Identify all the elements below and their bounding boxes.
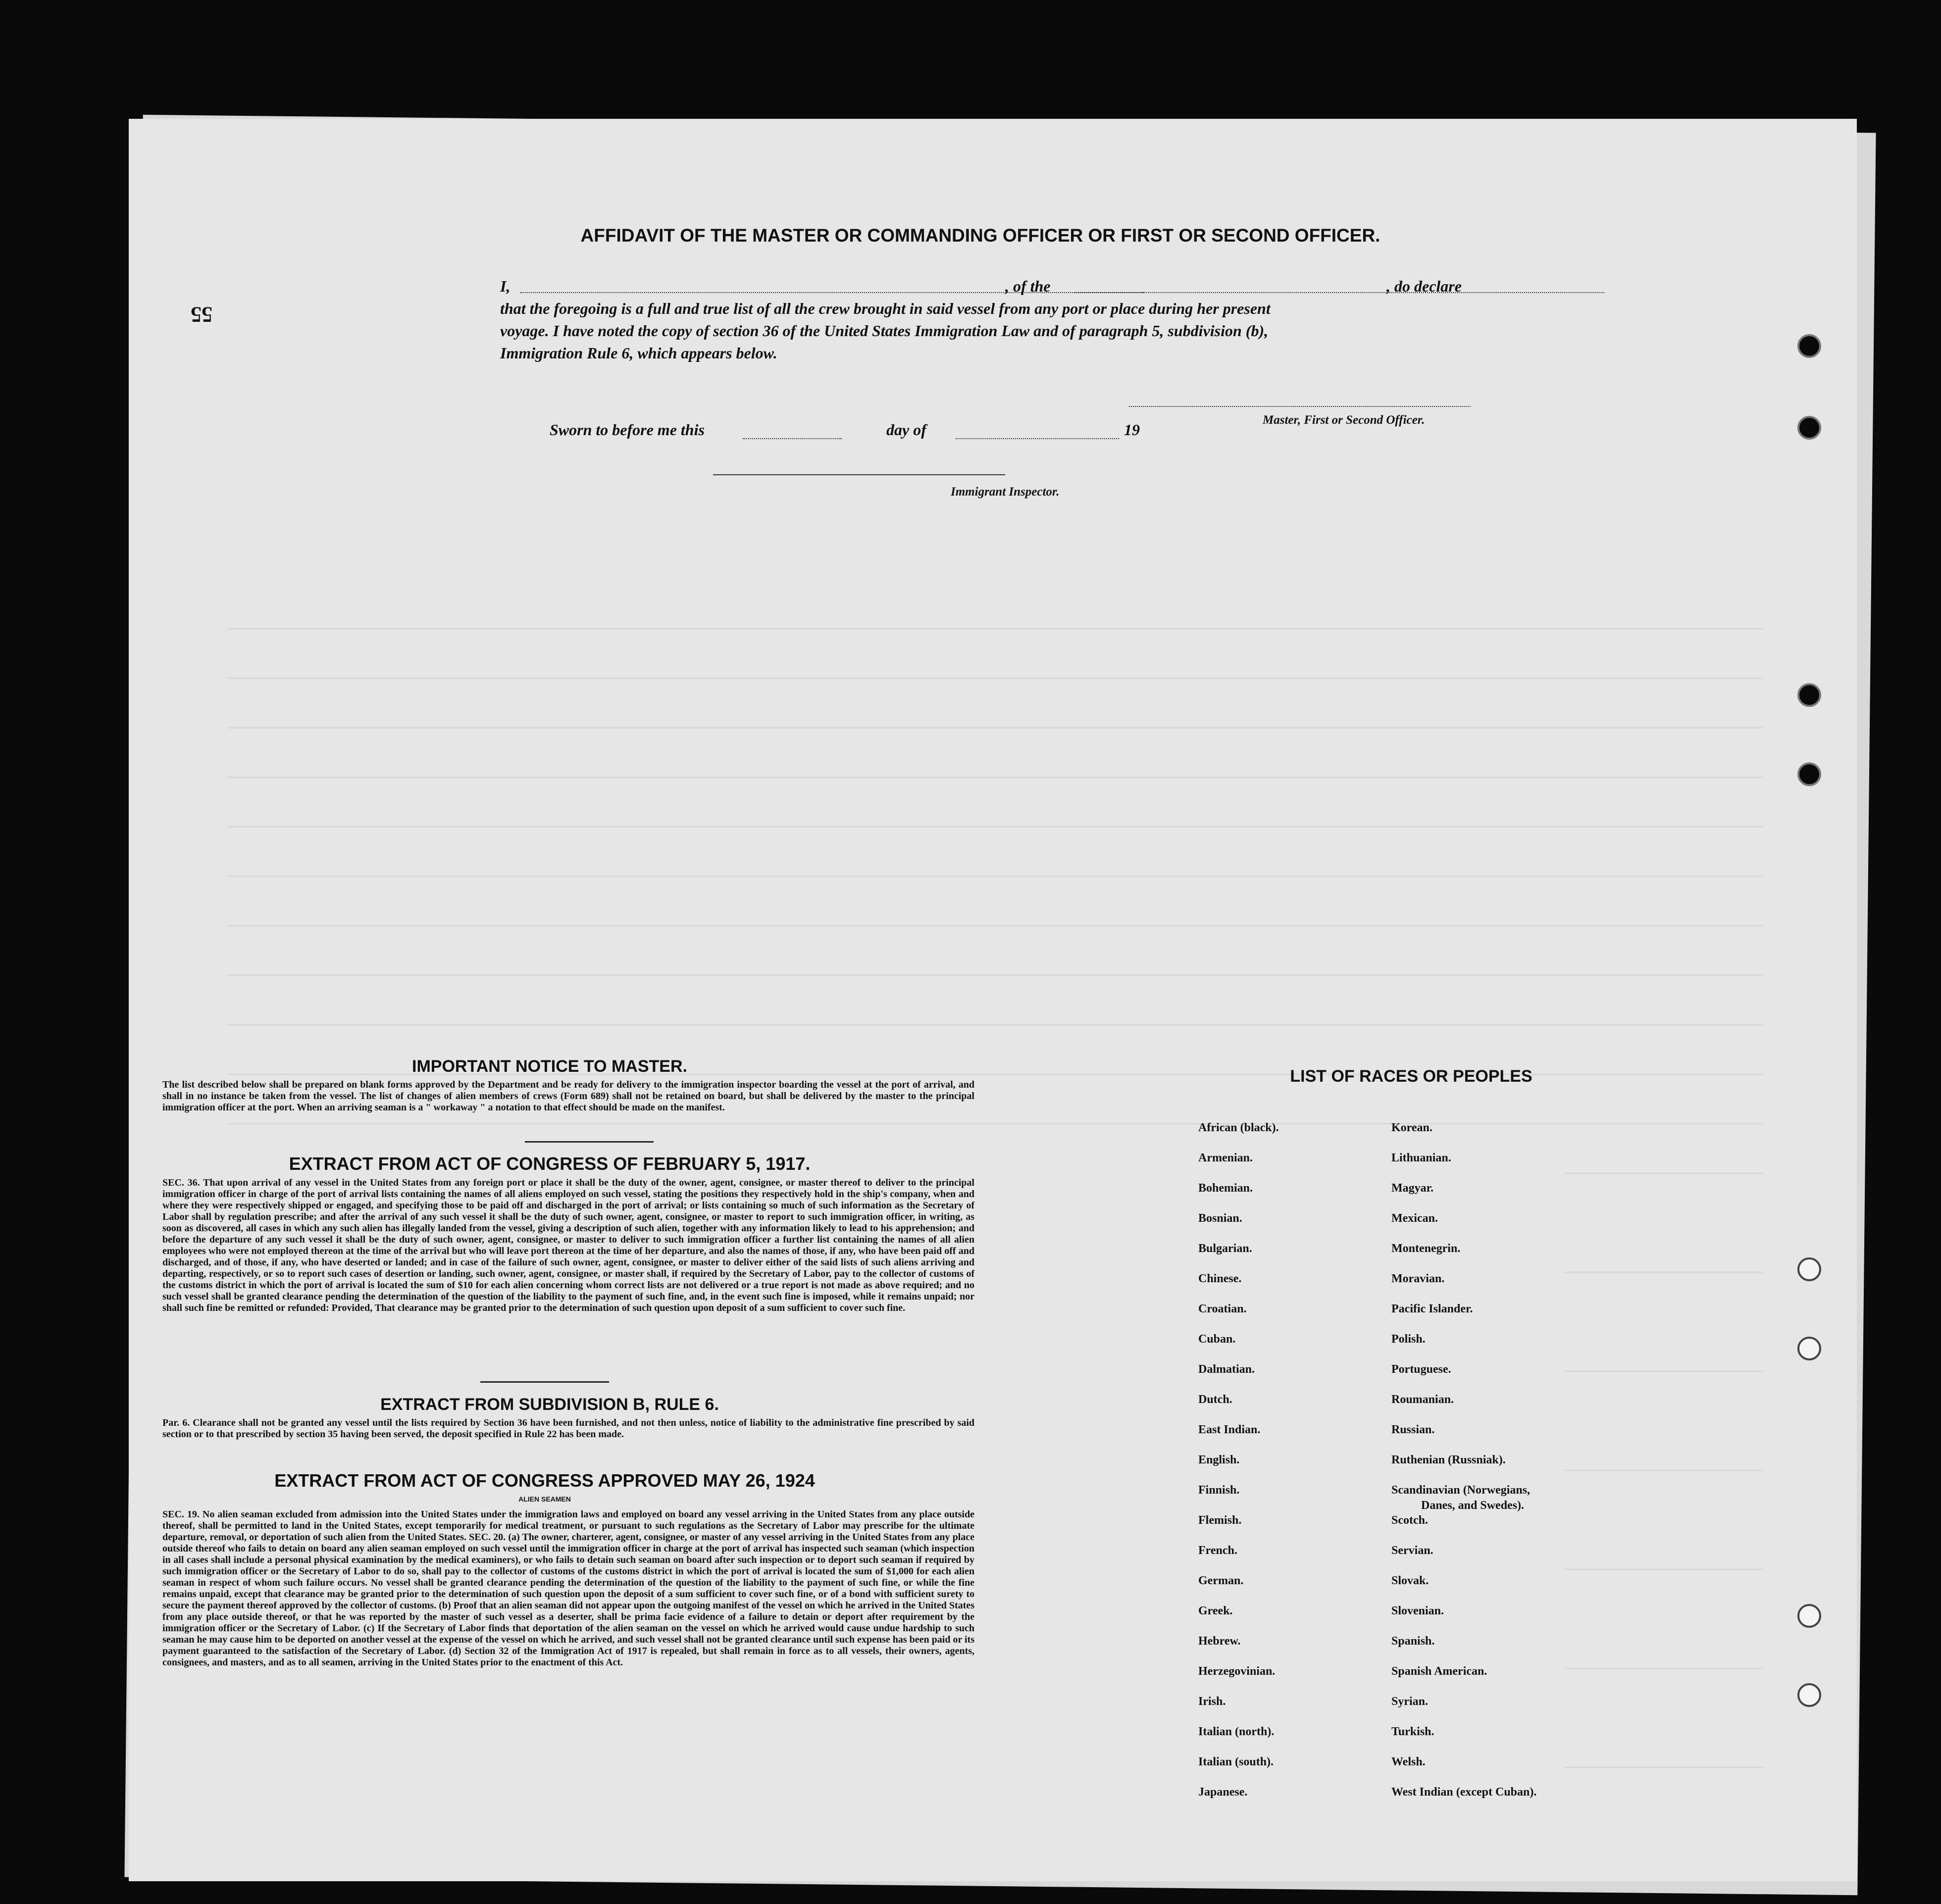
notice-title: IMPORTANT NOTICE TO MASTER. xyxy=(412,1057,687,1076)
race-item: Turkish. xyxy=(1391,1725,1434,1738)
extract-1924-subtitle: ALIEN SEAMEN xyxy=(518,1495,571,1503)
extract-1924-text: SEC. 19. No alien seaman excluded from admission into the United States under the immigration laws and employed on board any vessel arriving in the United States from any place outside thereof, shall be permitted to land in the United States, except temporarily for medical treatment, or pursuant to such regulations as the Secretary of Labor may prescribe for the ultimate departure, removal, or deportation of such alien from the United States. SEC. 20. (a) The owner, charterer, agent, consignee, or master of any vessel arriving in the United States from any place outside thereof who fails to detain on board any alien seaman employed on such vessel until the immigration officer in charge at the port of arrival has inspected such seaman (which inspection in all cases shall include a personal physical examination by the medical examiners), or who fails to detain such seaman on board after such inspection or to deport such seaman if required by such immigration officer or the Secretary of Labor to do so, shall pay to the collector of customs of the customs district in which the port of arrival is located the sum of $1,000 for each alien seaman in respect of whom such failure occurs. No vessel shall be granted clearance pending the determination of the question of the liability to the payment of such fine, or while the fine remains unpaid, except that clearance may be granted prior to the determination of such question upon the deposit of a sum sufficient to cover such fine, or of a bond with sufficient surety to secure the payment thereof approved by the collector of customs. (b) Proof that an alien seaman did not appear upon the outgoing manifest of the vessel on which he arrived in the United States from any place outside thereof, or that he was reported by the master of such vessel as a deserter, shall be prima facie evidence of a failure to detain or deport after requirement by the immigration officer or the Secretary of Labor. (c) If the Secretary of Labor finds that deportation of the alien seaman on the vessel on which he arrived would cause undue hardship to such seaman he may cause him to be deported on another vessel at the expense of the vessel on which he arrived, and such vessel shall not be granted clearance until such expense has been paid or its payment guaranteed to the satisfaction of the Secretary of Labor. (d) Section 32 of the Immigration Act of 1917 is repealed, but shall remain in force as to all vessels, their owners, agents, consignees, and masters, and as to all seamen, arriving in the United States prior to the enactment of this Act. xyxy=(162,1509,974,1668)
race-item: Danes, and Swedes). xyxy=(1421,1499,1525,1512)
race-item: Portuguese. xyxy=(1391,1363,1451,1376)
notice-text: The list described below shall be prepared on blank forms approved by the Department and be ready for delivery to the immigration inspector boarding the vessel at the port of arrival, and shall in no instance be taken from the vessel. The list of changes of alien members of crews (Form 689) shall not be retained on board, but shall be delivered by the master to the principal immigration officer at the port. When an arriving seaman is a " workaway " a notation to that effect should be made on the manifest. xyxy=(162,1079,974,1113)
affidavit-title: AFFIDAVIT OF THE MASTER OR COMMANDING OFFICER OR FIRST OR SECOND OFFICER. xyxy=(580,225,1380,246)
punch-hole xyxy=(1797,334,1821,358)
race-item: Slovak. xyxy=(1391,1574,1429,1587)
affidavit-i-label: I, xyxy=(500,277,511,295)
race-item: Lithuanian. xyxy=(1391,1152,1451,1164)
race-item: German. xyxy=(1198,1574,1244,1587)
race-item: Chinese. xyxy=(1198,1272,1242,1285)
affidavit-of-the-label: , of the xyxy=(1005,277,1051,295)
affidavit-line-3: voyage. I have noted the copy of section 36 of the United States Immigration Law and of paragraph 5, subdivision (b), xyxy=(500,322,1269,340)
race-item: Pacific Islander. xyxy=(1391,1303,1473,1315)
sworn-day-blank xyxy=(743,438,842,439)
punch-hole xyxy=(1797,683,1821,707)
extract-rule6-text: Par. 6. Clearance shall not be granted any vessel until the lists required by Section 36 have been furnished, and not then unless, notice of liability to the administrative fine prescribed by said section or to that prescribed by section 35 having been served, the deposit specified in Rule 22 has been made. xyxy=(162,1417,974,1440)
punch-hole xyxy=(1797,762,1821,786)
sworn-label: Sworn to before me this xyxy=(550,421,705,439)
race-item: African (black). xyxy=(1198,1121,1279,1134)
sworn-month-blank xyxy=(956,438,1119,439)
affidavit-line-4: Immigration Rule 6, which appears below. xyxy=(500,344,777,362)
race-item: Spanish American. xyxy=(1391,1665,1487,1678)
sworn-day-of-label: day of xyxy=(886,421,926,439)
affidavit-declare-label: , do declare xyxy=(1386,277,1462,295)
race-item: Bohemian. xyxy=(1198,1182,1253,1195)
races-title: LIST OF RACES OR PEOPLES xyxy=(1290,1067,1532,1086)
race-item: Herzegovinian. xyxy=(1198,1665,1276,1678)
race-item: Servian. xyxy=(1391,1544,1433,1557)
punch-hole xyxy=(1797,1337,1821,1360)
race-item: Roumanian. xyxy=(1391,1393,1454,1406)
race-item: Korean. xyxy=(1391,1121,1432,1134)
race-item: Spanish. xyxy=(1391,1635,1435,1648)
affidavit-line-2: that the foregoing is a full and true list of all the crew brought in said vessel from any port or place during her present xyxy=(500,300,1271,317)
section-divider xyxy=(480,1381,609,1383)
punch-hole xyxy=(1797,416,1821,440)
race-item: Japanese. xyxy=(1198,1786,1248,1799)
race-item: Croatian. xyxy=(1198,1303,1247,1315)
race-item: Armenian. xyxy=(1198,1152,1253,1164)
race-item: Cuban. xyxy=(1198,1333,1236,1346)
race-item: Polish. xyxy=(1391,1333,1426,1346)
race-item: Russian. xyxy=(1391,1423,1435,1436)
race-item: Italian (north). xyxy=(1198,1725,1275,1738)
race-item: East Indian. xyxy=(1198,1423,1261,1436)
extract-1917-text: SEC. 36. That upon arrival of any vessel in the United States from any foreign port or place it shall be the duty of the owner, agent, consignee, or master thereof to deliver to the principal immigration officer in charge of the port of arrival lists containing the names of all aliens employed on such vessel, stating the positions they respectively hold in the ship's company, when and where they were respectively shipped or engaged, and specifying those to be paid off and discharged in the port of arrival; or lists containing so much of such information as the Secretary of Labor shall by regulation prescribe; and after the arrival of any such vessel it shall be the duty of such owner, agent, consignee, or master to report to such immigration officer, in writing, as soon as discovered, all cases in which any such alien has illegally landed from the vessel, giving a description of such alien, together with any information likely to lead to his apprehension; and before the departure of any such vessel it shall be the duty of such owner, agent, consignee, or master to deliver to such immigration officer a further list containing the names of all alien employees who were not employed thereon at the time of the arrival but who will leave port thereon at the time of her departure, and also the names of those, if any, who have been paid off and discharged, and of those, if any, who have deserted or landed; and in case of the failure of such owner, agent, consignee, or master to deliver either of the said lists of such aliens arriving and departing, respectively, or so to report such cases of desertion or landing, such owner, agent, consignee, or master shall, if required by the Secretary of Labor, pay to the collector of customs of the customs district in which the port of arrival is located the sum of $10 for each alien concerning whom correct lists are not delivered or a true report is not made as above required; and no such vessel shall be granted clearance pending the determination of the question of the liability to the payment of such fine, and, in the event such fine is imposed, while it remains unpaid; nor shall such fine be remitted or refunded: Provided, That clearance may be granted prior to the determination of such question upon deposit of a sum sufficient to cover such fine. xyxy=(162,1177,974,1313)
race-item: Welsh. xyxy=(1391,1755,1426,1768)
extract-rule6-title: EXTRACT FROM SUBDIVISION B, RULE 6. xyxy=(380,1395,719,1414)
race-item: West Indian (except Cuban). xyxy=(1391,1786,1537,1799)
race-item: English. xyxy=(1198,1453,1240,1466)
race-item: Hebrew. xyxy=(1198,1635,1241,1648)
race-item: Ruthenian (Russniak). xyxy=(1391,1453,1506,1466)
race-item: Montenegrin. xyxy=(1391,1242,1461,1255)
race-item: Bosnian. xyxy=(1198,1212,1242,1225)
race-item: Scotch. xyxy=(1391,1514,1428,1527)
race-item: Bulgarian. xyxy=(1198,1242,1252,1255)
extract-1924-title: EXTRACT FROM ACT OF CONGRESS APPROVED MAY 26, 1924 xyxy=(274,1470,815,1491)
inspector-label: Immigrant Inspector. xyxy=(951,485,1060,499)
sworn-year-label: 19 xyxy=(1124,421,1140,439)
punch-hole xyxy=(1797,1604,1821,1628)
race-item: Slovenian. xyxy=(1391,1604,1444,1617)
manifest-page xyxy=(129,119,1857,1881)
race-item: Scandinavian (Norwegians, xyxy=(1391,1484,1531,1497)
punch-hole xyxy=(1797,1683,1821,1707)
race-item: Irish. xyxy=(1198,1695,1226,1708)
race-item: Mexican. xyxy=(1391,1212,1438,1225)
page-number: 55 xyxy=(191,302,212,327)
punch-hole xyxy=(1797,1257,1821,1281)
inspector-signature-line xyxy=(713,474,1005,475)
race-item: French. xyxy=(1198,1544,1237,1557)
race-item: Greek. xyxy=(1198,1604,1233,1617)
race-item: Syrian. xyxy=(1391,1695,1429,1708)
race-item: Dalmatian. xyxy=(1198,1363,1255,1376)
race-item: Flemish. xyxy=(1198,1514,1242,1527)
section-divider xyxy=(525,1141,654,1143)
master-signature-label: Master, First or Second Officer. xyxy=(1263,413,1425,427)
master-signature-line xyxy=(1129,406,1471,407)
race-item: Italian (south). xyxy=(1198,1755,1274,1768)
race-item: Moravian. xyxy=(1391,1272,1445,1285)
extract-1917-title: EXTRACT FROM ACT OF CONGRESS OF FEBRUARY 5, 1917. xyxy=(289,1153,811,1174)
race-item: Dutch. xyxy=(1198,1393,1232,1406)
vessel-name-blank xyxy=(1074,292,1604,293)
race-item: Magyar. xyxy=(1391,1182,1434,1195)
race-item: Finnish. xyxy=(1198,1484,1240,1497)
